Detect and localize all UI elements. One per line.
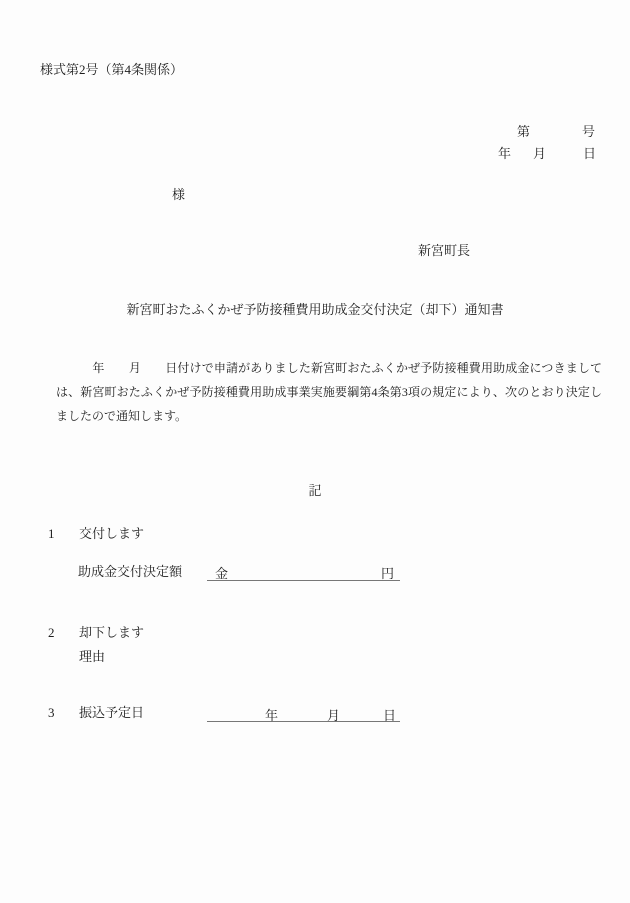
item-1-label: 交付します: [79, 526, 145, 541]
form-number: 様式第2号（第4条関係）: [40, 62, 184, 77]
record-marker: 記: [308, 483, 322, 498]
transfer-date-blank-field: [207, 703, 400, 722]
issue-date-year-label: 年: [498, 146, 512, 161]
item-2-label: 却下します: [79, 625, 145, 640]
issue-date-day-label: 日: [583, 146, 597, 161]
doc-number-suffix: 号: [582, 124, 596, 139]
document-title: 新宮町おたふくかぜ予防接種費用助成金交付決定（却下）通知書: [126, 302, 504, 317]
amount-suffix: 円: [380, 566, 394, 581]
item-1-number: 1: [48, 526, 55, 541]
transfer-year-label: 年: [265, 708, 279, 723]
transfer-day-label: 日: [382, 708, 396, 723]
body-paragraph: 年 月 日付けで申請がありました新宮町おたふくかぜ予防接種費用助成金につきましては、新宮町おたふくかぜ予防接種費用助成事業実施要綱第4条第3項の規定により、次のとおり決定しましたので通知します。: [56, 361, 602, 423]
rejection-reason-label: 理由: [79, 649, 106, 664]
transfer-month-label: 月: [327, 708, 341, 723]
sender-title: 新宮町長: [418, 243, 471, 258]
item-2-number: 2: [48, 625, 55, 640]
grant-amount-blank-field: [207, 563, 400, 581]
doc-number-prefix: 第: [517, 124, 531, 139]
recipient-honorific: 様: [172, 187, 186, 202]
item-3-number: 3: [48, 705, 55, 720]
amount-prefix: 金: [215, 566, 229, 581]
grant-amount-label: 助成金交付決定額: [78, 564, 183, 579]
item-3-label: 振込予定日: [79, 705, 145, 720]
issue-date-month-label: 月: [533, 146, 547, 161]
